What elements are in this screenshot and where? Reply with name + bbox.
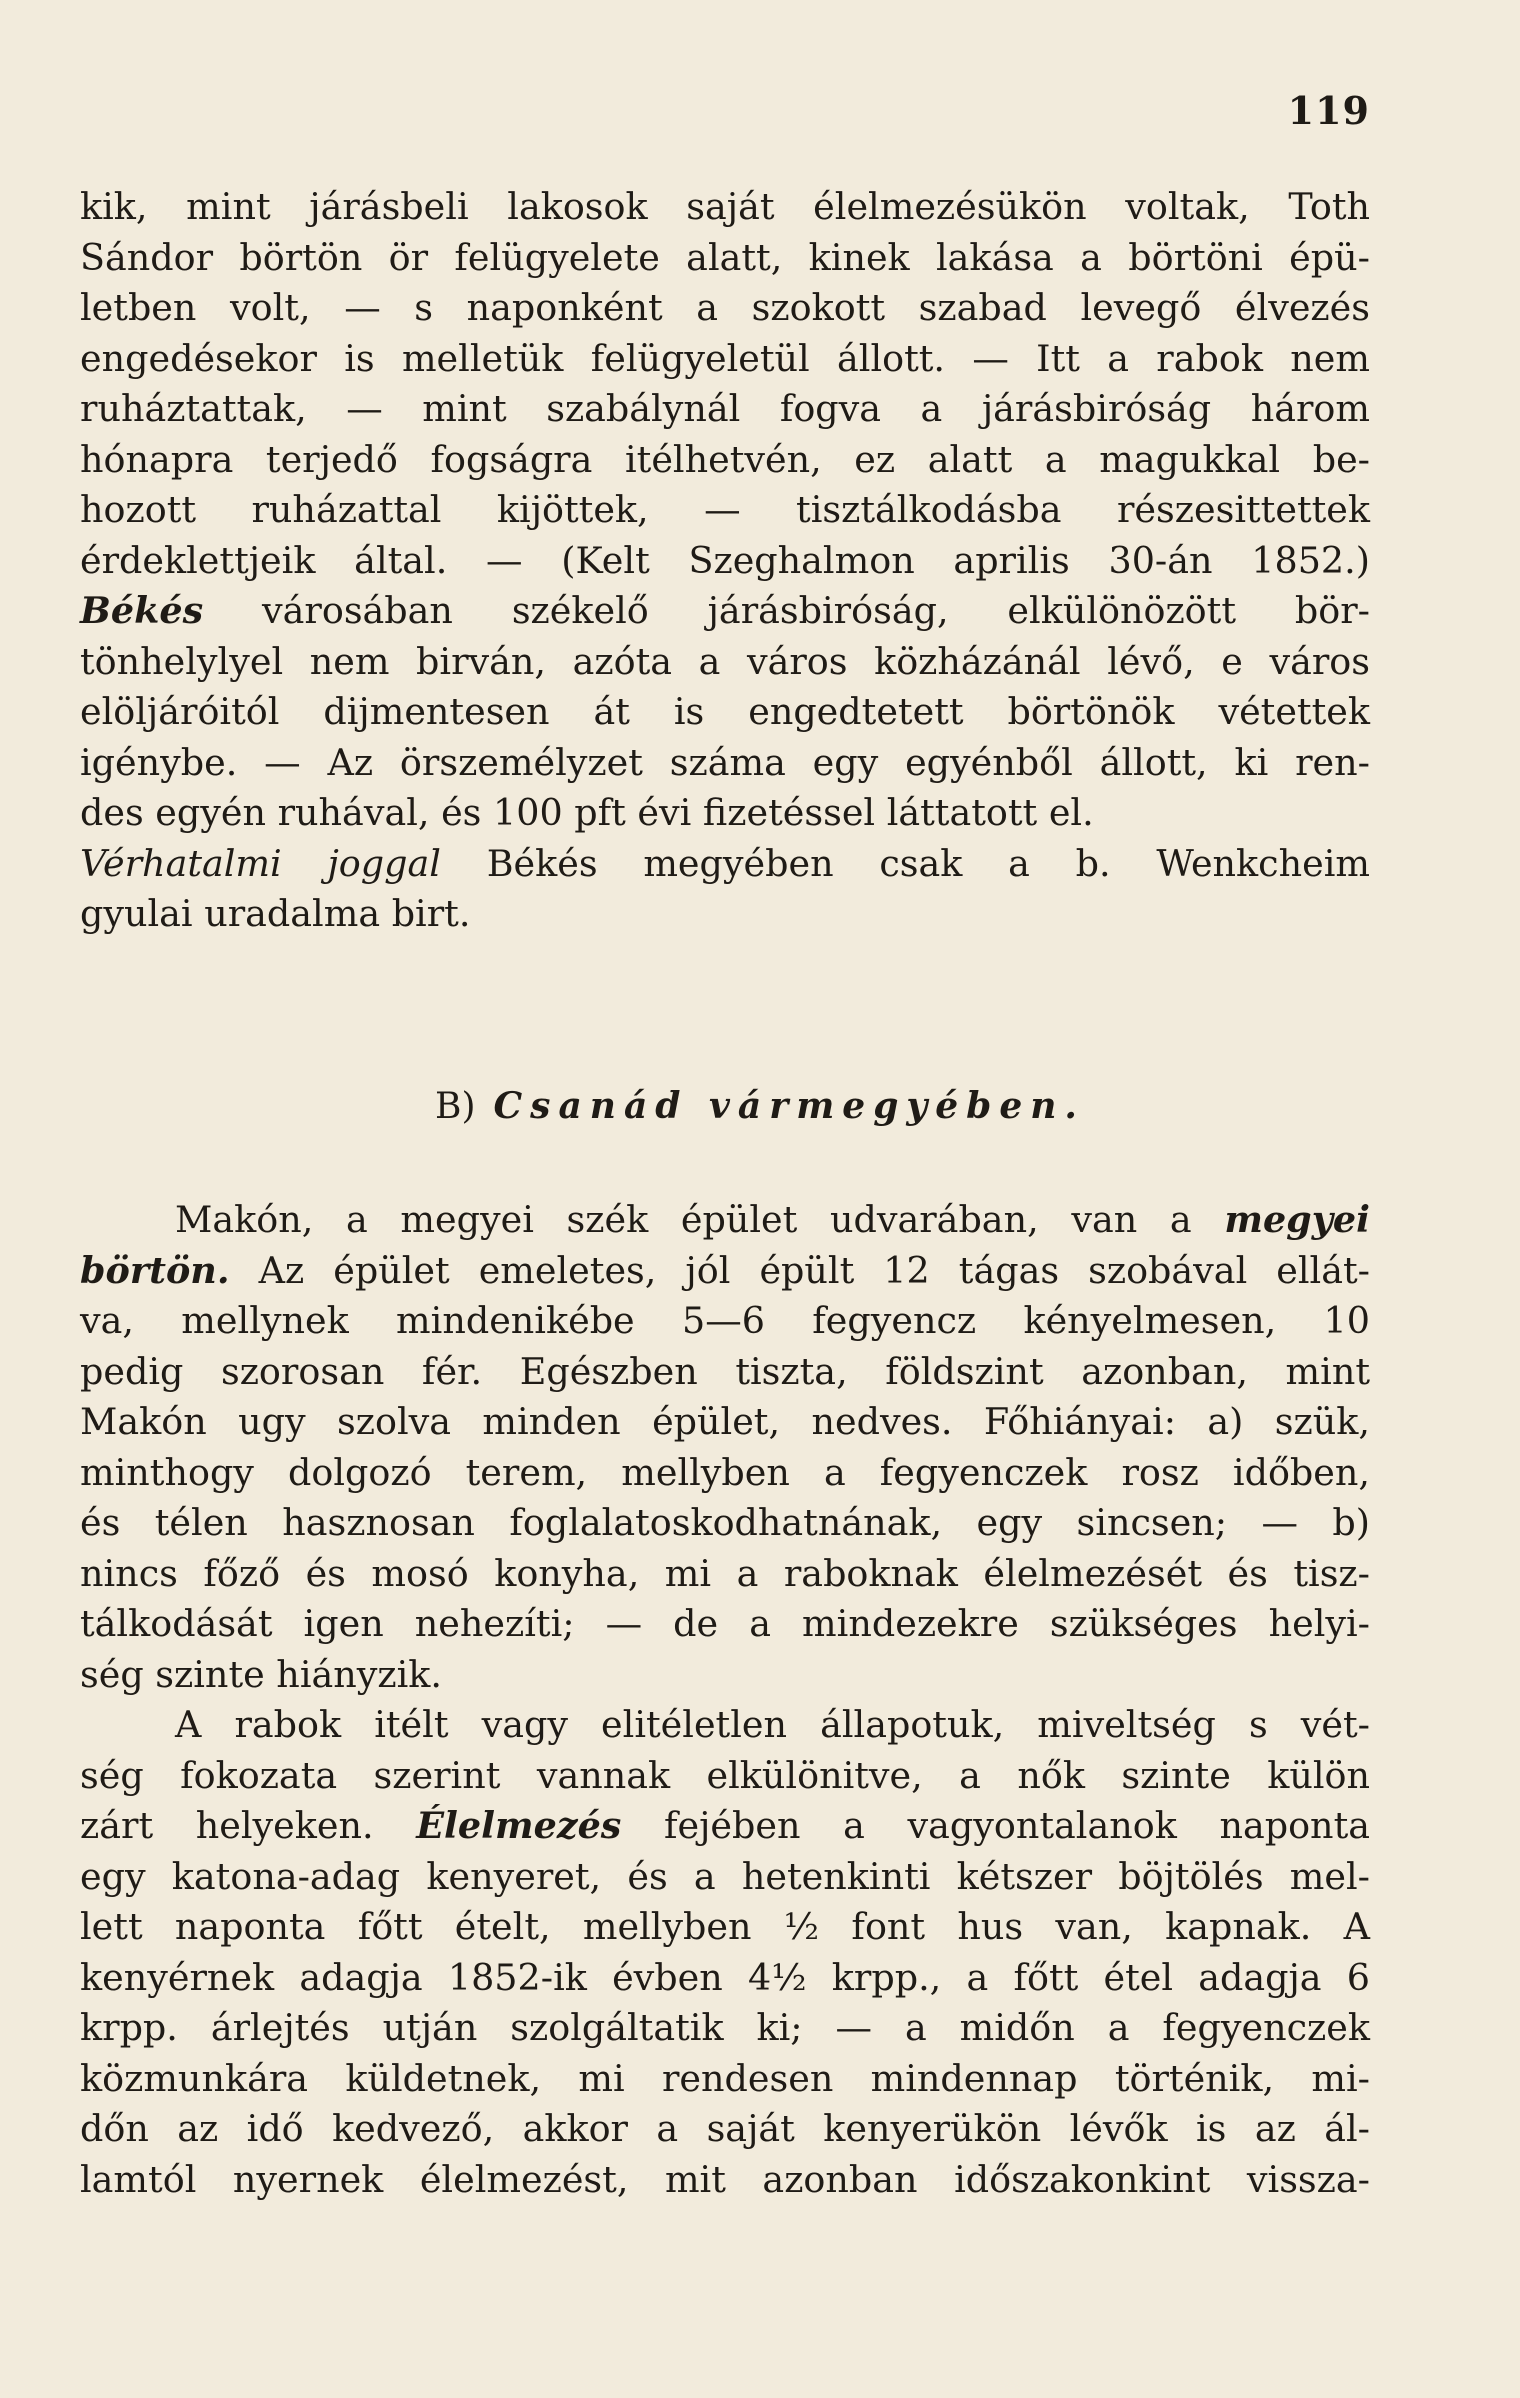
text-span: Az épület emeletes, jól épült 12 tágas szobával ellát- bbox=[229, 1248, 1370, 1292]
page-number: 119 bbox=[1287, 88, 1370, 133]
text-line: hozott ruházattal kijöttek, — tisztálkodásba részesittettek bbox=[80, 488, 1370, 531]
text-span: Makón, a megyei szék épület udvarában, van a bbox=[175, 1198, 1225, 1241]
text-line: va, mellynek mindenikébe 5—6 fegyencz kényelmesen, 10 bbox=[80, 1299, 1370, 1342]
text-line: Makón ugy szolva minden épület, nedves. Főhiányai: a) szük, bbox=[80, 1400, 1370, 1443]
text-line: des egyén ruhával, és 100 pft évi fizetéssel láttatott el. bbox=[80, 791, 1094, 834]
text-line: pedig szorosan fér. Egészben tiszta, földszint azonban, mint bbox=[80, 1349, 1370, 1393]
text-line: krpp. árlejtés utján szolgáltatik ki; — a midőn a fegyenczek bbox=[80, 2006, 1370, 2049]
text-span: Békés megyében csak a b. Wenkcheim bbox=[440, 841, 1370, 885]
text-line bbox=[80, 839, 1370, 890]
text-line: ruháztattak, — mint szabálynál fogva a járásbiróság három bbox=[80, 387, 1370, 430]
text-line: Sándor börtön ör felügyelete alatt, kinek lakása a börtöni épü- bbox=[80, 235, 1370, 279]
text-line bbox=[80, 1801, 1370, 1852]
text-line bbox=[80, 586, 1370, 637]
text-section-a bbox=[80, 182, 1370, 940]
heading-letter: B) bbox=[435, 1086, 476, 1127]
text-line: egy katona-adag kenyeret, és a hetenkinti kétszer böjtölés mel- bbox=[80, 1854, 1370, 1898]
emphasis-term: Vérhatalmi joggal bbox=[80, 841, 441, 885]
text-line: tönhelylyel nem birván, azóta a város közházánál lévő, e város bbox=[80, 639, 1370, 683]
text-line: nincs főző és mosó konyha, mi a raboknak élelmezését és tisz- bbox=[80, 1551, 1370, 1595]
text-line bbox=[80, 1195, 1370, 1246]
emphasis-term: megyei bbox=[1224, 1198, 1370, 1241]
section-heading bbox=[0, 1085, 1520, 1127]
text-line: ség szinte hiányzik. bbox=[80, 1652, 443, 1696]
emphasis-term: Élelmezés bbox=[416, 1804, 622, 1847]
text-span: fejében a vagyontalanok naponta bbox=[621, 1804, 1370, 1847]
text-span: zárt helyeken. bbox=[80, 1804, 417, 1847]
text-line: A rabok itélt vagy elitéletlen állapotuk, miveltség s vét- bbox=[175, 1703, 1370, 1746]
text-line: minthogy dolgozó terem, mellyben a fegyenczek rosz időben, bbox=[80, 1450, 1370, 1494]
text-line: kik, mint járásbeli lakosok saját élelmezésükön voltak, Toth bbox=[80, 185, 1370, 228]
text-section-b bbox=[80, 1195, 1370, 2205]
text-line: engedésekor is melletük felügyeletül állott. — Itt a rabok nem bbox=[80, 336, 1370, 380]
text-line: gyulai uradalma birt. bbox=[80, 892, 471, 935]
text-line: lamtól nyernek élelmezést, mit azonban időszakonkint vissza- bbox=[80, 2157, 1370, 2201]
text-line: ség fokozata szerint vannak elkülönitve, a nők szinte külön bbox=[80, 1753, 1370, 1797]
text-line: igénybe. — Az örszemélyzet száma egy egyénből állott, ki ren- bbox=[80, 740, 1370, 784]
text-span: városában székelő járásbiróság, elkülönözött bör- bbox=[203, 589, 1370, 632]
emphasis-term: börtön. bbox=[80, 1248, 230, 1292]
text-line: letben volt, — s naponként a szokott szabad levegő élvezés bbox=[80, 286, 1370, 329]
text-line: elöljáróitól dijmentesen át is engedtetett börtönök vétettek bbox=[80, 690, 1370, 733]
text-line: dőn az idő kedvező, akkor a saját kenyerükön lévők is az ál- bbox=[80, 2107, 1370, 2150]
text-line: érdeklettjeik által. — (Kelt Szeghalmon aprilis 30-án 1852.) bbox=[80, 538, 1370, 582]
text-line: közmunkára küldetnek, mi rendesen mindennap történik, mi- bbox=[80, 2056, 1370, 2100]
text-line: lett naponta főtt ételt, mellyben ½ font hus van, kapnak. A bbox=[80, 1905, 1370, 1948]
heading-title: Csanád vármegyében. bbox=[493, 1085, 1085, 1127]
text-line bbox=[80, 1246, 1370, 1297]
text-line: hónapra terjedő fogságra itélhetvén, ez alatt a magukkal be- bbox=[80, 437, 1370, 481]
text-line: tálkodását igen nehezíti; — de a mindezekre szükséges helyi- bbox=[80, 1602, 1370, 1645]
emphasis-place-name: Békés bbox=[80, 589, 204, 632]
text-line: kenyérnek adagja 1852-ik évben 4½ krpp., a főtt étel adagja 6 bbox=[80, 1955, 1370, 1999]
text-line: és télen hasznosan foglalatoskodhatnának, egy sincsen; — b) bbox=[80, 1501, 1370, 1544]
